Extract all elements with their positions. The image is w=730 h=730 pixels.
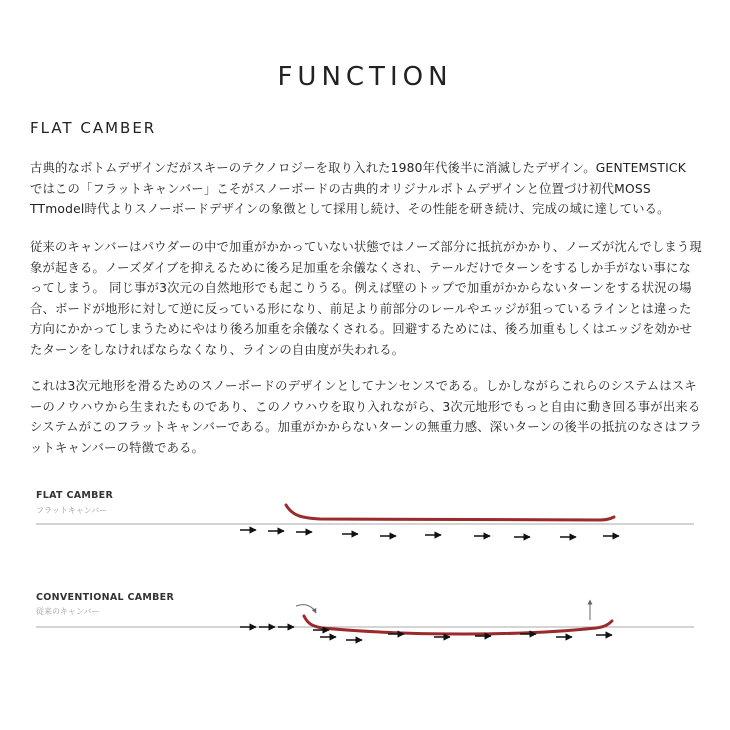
flat-camber-pressure-arrows	[240, 530, 619, 537]
paragraph-intro: 古典的なボトムデザインだがスキーのテクノロジーを取り入れた1980年代後半に消滅したデザイン。GENTEMSTICK ではこの「フラットキャンバー」こそがスノーボードの古典的オリジナルボトムデザインと位置づけ初代MOSS TTmodel時代よりスノーボードデザインの象徴として採用し続け、その性能を研き続け、完成の域に達している。	[30, 161, 686, 217]
flat-camber-diagram-sublabel: フラットキャンバー	[36, 506, 108, 515]
section-title: FLAT CAMBER	[30, 119, 157, 137]
conventional-camber-diagram-label: CONVENTIONAL CAMBER	[36, 592, 175, 603]
flat-camber-diagram	[36, 505, 694, 537]
conventional-camber-diagram	[36, 600, 694, 640]
nose-dive-arrow	[296, 605, 316, 613]
conventional-camber-board	[304, 616, 612, 634]
page-title: FUNCTION	[277, 62, 453, 92]
flat-camber-diagram-label: FLAT CAMBER	[36, 490, 114, 501]
conventional-camber-diagram-sublabel: 従来のキャンバー	[36, 607, 100, 616]
paragraph-flat-camber-summary: これは3次元地形を滑るためのスノーボードのデザインとしてナンセンスである。しかしながらこれらのシステムはスキーのノウハウから生まれたものであり、このノウハウを取り入れながら、3次元地形でもっと自由に動き回る事が出来るシステムがこのフラットキャンバーである。加重がかからないターンの無重力感、深いターンの後半の抵抗のなさはフラットキャンバーの特徴である。	[30, 379, 703, 455]
paragraph-conventional-camber: 従来のキャンバーはパウダーの中で加重がかかっていない状態ではノーズ部分に抵抗がかかり、ノーズが沈んでしまう現象が起きる。ノーズダイブを抑えるために後ろ足加重を余儀なくされ、テールだけでターンをするしか手がない事になってしまう。 同じ事が3次元の自然地形でも起こりうる。例えば壁のトップで加重がかからないターンをする状況の場合、ボードが地形に対して逆に反っている形になり、前足より前部分のレールやエッジが狙っているラインとは違った方向にかかってしまうためにやはり後ろ加重を余儀なくされる。回避するためには、後ろ加重もしくはエッジを効かせたターンをしなければならなくなり、ラインの自由度が失われる。	[30, 240, 702, 357]
flat-camber-board	[286, 505, 614, 520]
